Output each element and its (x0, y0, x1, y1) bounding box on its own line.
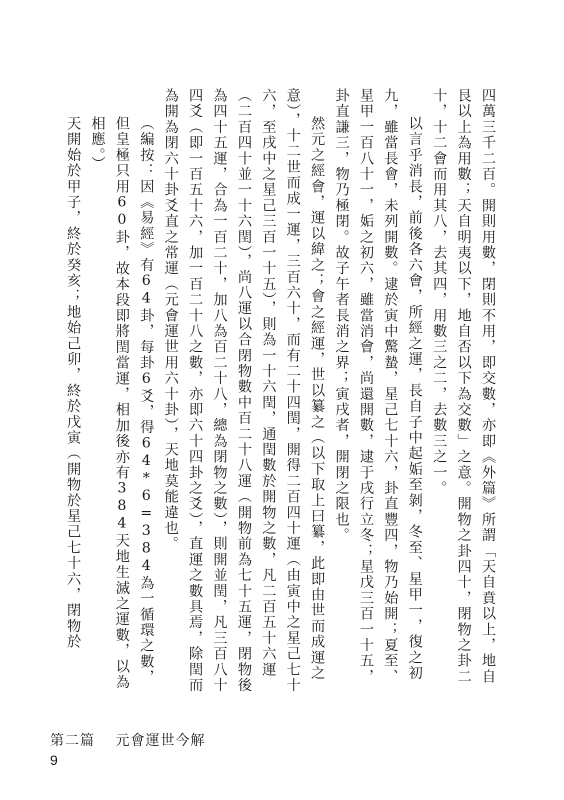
running-footer (50, 730, 205, 750)
chapter-title: 元會運世今解 (115, 733, 206, 749)
paragraph: 天開始於甲子，終於癸亥；地始己卯，終於戊寅（開物於星己七十六，閉物於 (65, 116, 82, 651)
editor-note: （編按：因《易經》有64卦，每卦6爻，得64*6=384為一循環之數，但皇極只用60卦，故本段即將閏當運，相加後亦有384天地生滅之運數，以為相應。） (89, 116, 155, 691)
paragraph: 四萬三千二百。開則用數，閉則不用，即交數，亦即《外篇》所謂「天自賁以上，地自艮以上為用數；天自明夷以下，地自否以下為交數」之意。開物之卦四十，閉物之卦二十，十二會而用其八，去其四，用數三之二，去數三之一。 (431, 88, 496, 685)
chapter-label: 第二篇 (50, 733, 95, 749)
paragraph: 以言乎消長，前後各六會，所經之運，長自子中起姤至剝，冬至、星甲一，復之初九，雖當長會，未列開數。逮於寅中驚蟄，星己七十六，卦直豐四，物乃始開；夏至、星甲一百八十一，姤之初六，雖當消會，尚還開數，逮于戌行立冬；星戊三百一十五，卦直謙三，物乃極閉。故子午者長消之界；寅戌者，開閉之限也。 (333, 88, 423, 685)
vertical-text-body (40, 88, 500, 700)
paragraph: 然元之經會，運以緯之；會之經運，世以纂之（以下取上曰纂，此即由世而成運之意），十二世而成一運，三百六十，而有二十四閏，開得二百四十運（由寅中之星己七十六，至戌中之星己三百一十五），則為一十六閏，通閏數於開物之數，凡二百五十六運（二百四十並一十六閏），尚八運以合閉物數中百二十八運（開物前為七十五運，閉物後為四十五運，合為一百二十，加八為百二十八，總為閉物之數），則開並閏，凡三百八十四爻（即一百五十六，加一百二十八之數，亦即六十四卦之爻），直運之數具焉，除閏而為開為閉六十卦爻直之常運（元會運世用六十卦），天地莫能違也。 (162, 88, 326, 694)
page-number: 9 (50, 752, 58, 768)
